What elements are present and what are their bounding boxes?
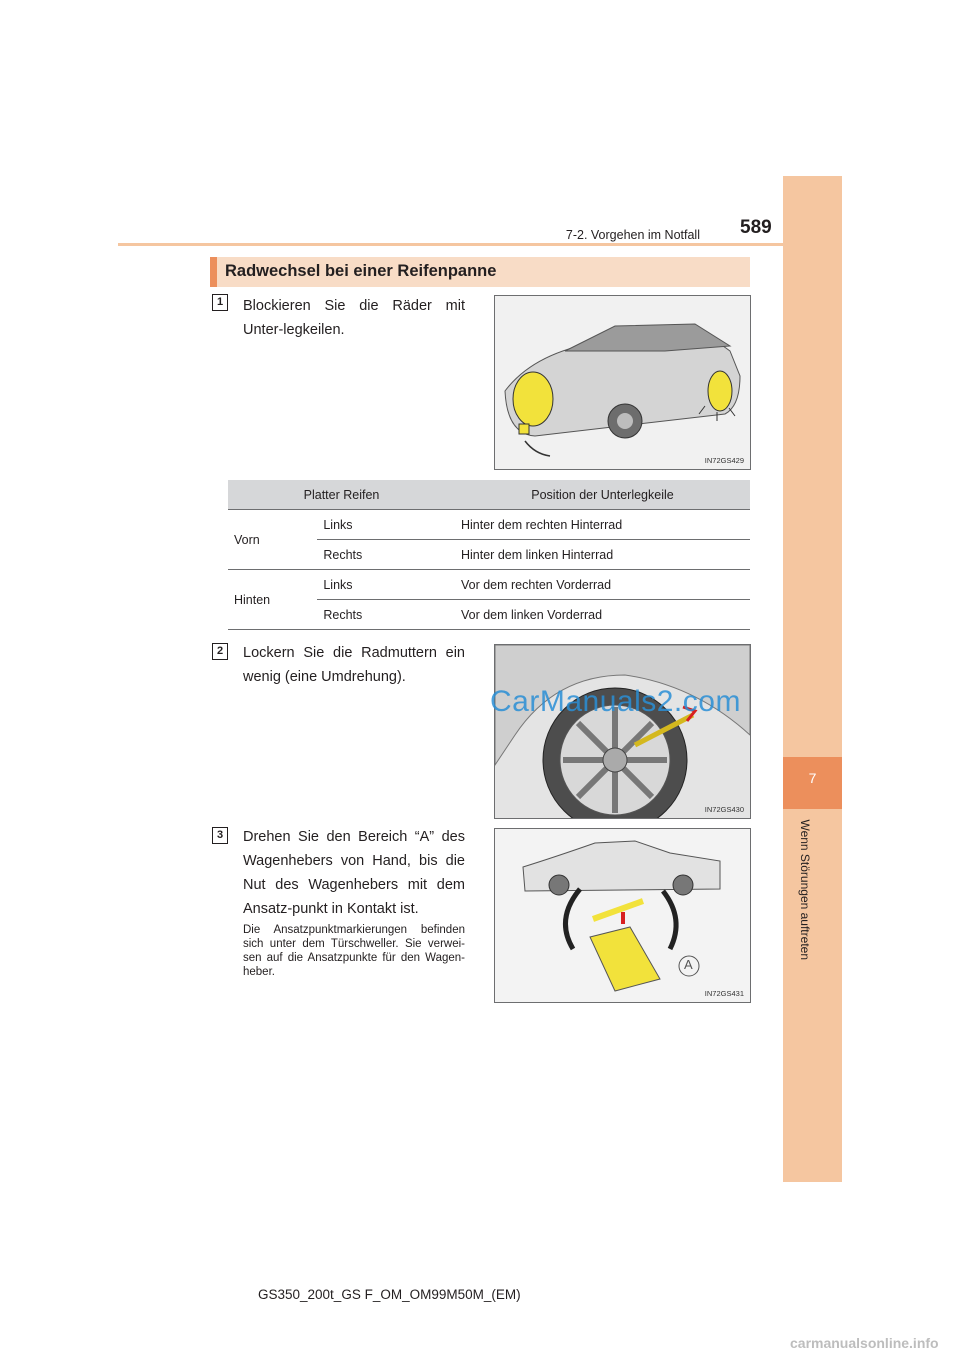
- chapter-side-tab: [783, 176, 842, 1182]
- table-header-row: [228, 480, 750, 510]
- table-row: [228, 510, 750, 540]
- step-2-text: Lockern Sie die Radmuttern ein wenig (eine Umdrehung).: [243, 645, 465, 685]
- chock-position-table: [228, 480, 750, 630]
- figure-code: IN72GS429: [704, 456, 744, 465]
- section-banner-accent: [210, 257, 217, 287]
- figure-wheel-chocks: [494, 295, 751, 470]
- header-section-title: 7-2. Vorgehen im Notfall: [565, 228, 700, 242]
- table-cell-position: Vor dem rechten Vorderrad: [455, 570, 750, 600]
- table-cell-side: Links: [317, 510, 455, 540]
- page-number: 589: [740, 217, 772, 238]
- chapter-title: Wenn Störungen auftreten: [798, 819, 812, 960]
- callout-label-a: A: [684, 957, 693, 972]
- figure-jack: [494, 828, 751, 1003]
- table-cell-position: Hinter dem linken Hinterrad: [455, 540, 750, 570]
- table-header-cell: Platter Reifen: [228, 480, 455, 510]
- watermark-text: CarManuals2.com: [490, 685, 741, 718]
- step-1-text: Blockieren Sie die Räder mit Unter-legkeilen.: [243, 298, 465, 338]
- footer-brand: carmanualsonline.info: [790, 1335, 939, 1351]
- footer-document-code: GS350_200t_GS F_OM_OM99M50M_(EM): [258, 1287, 521, 1302]
- figure-code: IN72GS430: [704, 805, 744, 814]
- step-badge-3: 3: [212, 827, 228, 844]
- table-cell-side: Rechts: [317, 600, 455, 630]
- table-cell-position: Vor dem linken Vorderrad: [455, 600, 750, 630]
- chapter-number: 7: [808, 770, 817, 786]
- table-cell-side: Links: [317, 570, 455, 600]
- table-row: [228, 570, 750, 600]
- car-with-chocks-illustration: [495, 296, 750, 469]
- header-rule: [118, 243, 840, 246]
- step-badge-1: 1: [212, 294, 228, 311]
- step-badge-2: 2: [212, 643, 228, 660]
- table-cell-group: Vorn: [228, 510, 317, 570]
- jack-illustration: [495, 829, 750, 1002]
- section-title: Radwechsel bei einer Reifenpanne: [225, 262, 497, 280]
- table-cell-group: Hinten: [228, 570, 317, 630]
- step-3-text: Drehen Sie den Bereich “A” des Wagenhebers von Hand, bis die Nut des Wagenhebers mit dem Ansatz-punkt in Kontakt ist.: [243, 829, 465, 917]
- step-3-note: Die Ansatzpunktmarkierungen befinden sich unter dem Türschweller. Sie verwei-sen auf die Ansatzpunkte für den Wagen-heber.: [243, 924, 465, 978]
- table-cell-position: Hinter dem rechten Hinterrad: [455, 510, 750, 540]
- table-cell-side: Rechts: [317, 540, 455, 570]
- figure-loosen-nuts: [494, 644, 751, 819]
- table-header-cell: Position der Unterlegkeile: [455, 480, 750, 510]
- wheel-wrench-illustration: [495, 645, 750, 818]
- figure-code: IN72GS431: [704, 989, 744, 998]
